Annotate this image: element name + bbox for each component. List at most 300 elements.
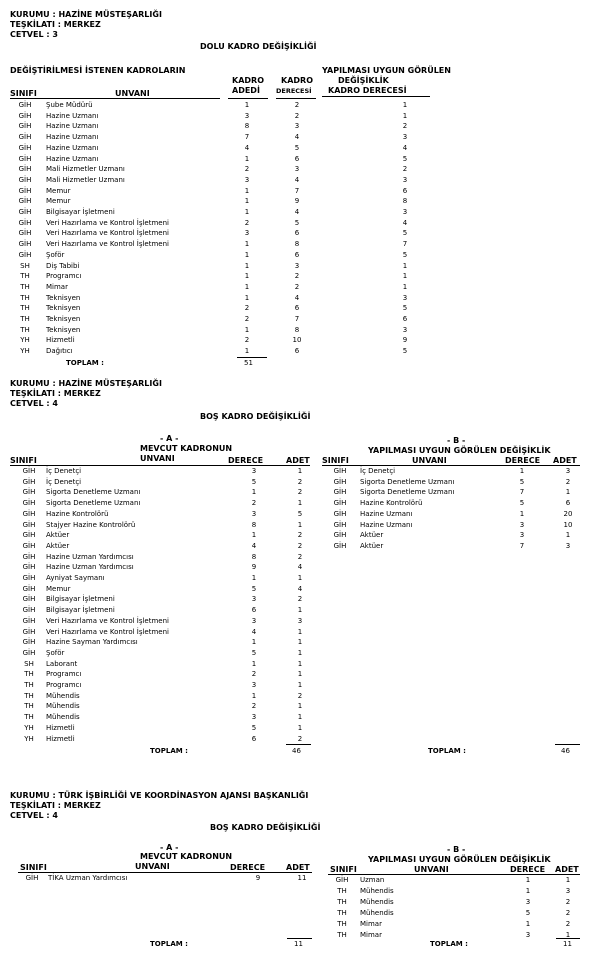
cell-adet: 1 [565,488,571,497]
cell-kadro-adedi: 1 [244,250,250,259]
cell-unvani: Mimar [360,919,382,928]
col-header-adet-b: ADET [555,865,579,874]
cell-kadro-derecesi: 8 [294,325,300,334]
cell-uygun-derece: 5 [402,229,408,238]
cell-adet: 2 [565,897,571,906]
cell-unvani: Hazine Uzmanı [46,143,99,152]
cell-unvani: Aktüer [46,541,70,550]
cell-adet: 5 [297,509,303,518]
cell-adet: 1 [297,648,303,657]
cell-sinifi: GİH [333,467,347,475]
cell-sinifi: TH [24,670,34,679]
col-header-derece-b: DERECE [505,456,541,465]
cell-adet: 11 [297,874,307,882]
cell-adet: 1 [297,467,303,475]
cell-kadro-derecesi: 10 [292,336,302,345]
cell-kadro-derecesi: 9 [294,197,300,206]
cell-unvani: Aktüer [46,531,70,540]
cell-uygun-derece: 3 [402,133,408,142]
cell-sinifi: TH [20,272,30,281]
cell-sinifi: TH [337,930,347,939]
cell-sinifi: GİH [22,638,36,647]
cell-adet: 1 [297,670,303,679]
group-a-label: - A - [160,843,179,852]
cell-unvani: Veri Hazırlama ve Kontrol İşletmeni [46,218,169,227]
cell-unvani: Sigorta Denetleme Uzmanı [360,477,455,486]
cell-adet: 2 [297,477,303,486]
cell-adet: 2 [565,919,571,928]
toplam-a-label: TOPLAM : [150,940,188,948]
cell-kadro-derecesi: 4 [294,133,300,142]
cell-sinifi: GİH [18,250,32,259]
toplam-b-value: 46 [561,747,570,755]
cell-sinifi: GİH [22,584,36,593]
cell-derece: 1 [525,919,531,928]
cell-uygun-derece: 3 [402,293,408,302]
cell-unvani: Hazine Uzmanı [46,154,99,163]
cell-unvani: Bilgisayar İşletmeni [46,595,115,604]
cell-adet: 2 [297,595,303,604]
cell-uygun-derece: 4 [402,143,408,152]
cell-sinifi: GİH [18,165,32,174]
cell-uygun-derece: 3 [402,175,408,184]
cell-kadro-derecesi: 6 [294,347,300,356]
cell-kadro-derecesi: 4 [294,293,300,302]
cell-unvani: Hizmetli [46,734,75,743]
cell-unvani: Hazine Uzmanı [46,111,99,120]
cell-unvani: Veri Hazırlama ve Kontrol İşletmeni [46,229,169,238]
cell-derece: 1 [525,886,531,895]
cell-kadro-derecesi: 6 [294,250,300,259]
cell-uygun-derece: 6 [402,186,408,195]
cell-derece: 3 [251,467,257,475]
cell-kadro-adedi: 1 [244,208,250,216]
cell-unvani: Hazine Kontrolörü [46,509,109,518]
cell-kadro-derecesi: 4 [294,208,300,216]
col-header-sinifi: SINIFI [20,863,47,872]
col-header-derece-2: DERECESİ [276,87,312,95]
cell-unvani: İç Denetçi [46,467,82,475]
cell-unvani: Teknisyen [46,315,81,323]
cell-sinifi: SH [24,659,34,668]
cell-sinifi: GİH [25,874,39,882]
cell-derece: 3 [519,531,525,540]
cell-sinifi: GİH [335,876,349,884]
cell-derece: 3 [251,681,257,689]
cell-uygun-derece: 6 [402,315,408,323]
cell-adet: 1 [565,876,571,884]
cell-unvani: Şoför [46,648,65,657]
cell-kadro-adedi: 2 [244,336,250,345]
cell-adet: 2 [297,552,303,561]
group-a-title: MEVCUT KADRONUN [140,852,233,861]
cell-adet: 2 [297,691,303,700]
cell-uygun-derece: 1 [402,272,408,281]
cell-derece: 5 [251,723,257,732]
section-title: BOŞ KADRO DEĞİŞİKLİĞİ [200,412,311,421]
cell-adet: 3 [297,616,303,625]
cell-unvani: Mali Hizmetler Uzmanı [46,165,125,174]
cell-kadro-derecesi: 7 [294,315,300,323]
cell-adet: 2 [297,734,303,743]
cell-uygun-derece: 8 [402,197,408,206]
cell-unvani: Programcı [46,681,82,689]
cell-adet: 20 [563,509,573,518]
right-group-title-1: YAPILMASI UYGUN GÖRÜLEN [322,66,451,75]
cell-derece: 4 [251,627,257,636]
cell-sinifi: GİH [18,218,32,227]
col-header-unvani-b: UNVANI [414,865,449,874]
cell-unvani: Hazine Uzmanı [46,133,99,142]
cell-derece: 3 [251,713,257,722]
cell-sinifi: GİH [22,552,36,561]
cell-adet: 3 [565,467,571,475]
cell-derece: 5 [525,908,531,917]
cell-adet: 2 [565,908,571,917]
cell-unvani: Diş Tabibi [46,261,80,270]
cell-unvani: Programcı [46,272,82,281]
group-b-label: - B - [447,845,466,854]
cell-kadro-adedi: 3 [244,175,250,184]
cell-uygun-derece: 1 [402,261,408,270]
cell-sinifi: GİH [18,143,32,152]
cell-adet: 2 [297,531,303,540]
cell-sinifi: TH [20,304,30,313]
cell-derece: 3 [251,509,257,518]
cell-sinifi: TH [24,702,34,711]
cell-adet: 2 [297,541,303,550]
col-header-sinifi: SINIFI [10,89,37,98]
cell-unvani: Hazine Uzmanı [46,122,99,131]
cell-adet: 1 [565,531,571,540]
cell-uygun-derece: 3 [402,208,408,216]
cell-unvani: Mühendis [46,713,80,722]
cell-adet: 2 [565,477,571,486]
cell-sinifi: GİH [333,509,347,518]
cell-sinifi: GİH [333,520,347,529]
cell-derece: 1 [251,531,257,540]
cell-unvani: Aktüer [360,541,384,550]
cell-kadro-derecesi: 2 [294,101,300,109]
cell-sinifi: GİH [18,154,32,163]
cell-sinifi: GİH [18,175,32,184]
cell-unvani: İç Denetçi [46,477,82,486]
cell-uygun-derece: 5 [402,347,408,356]
cell-sinifi: TH [20,315,30,323]
cell-sinifi: GİH [18,208,32,216]
cell-sinifi: TH [20,293,30,302]
cell-adet: 1 [297,702,303,711]
cell-kadro-derecesi: 7 [294,186,300,195]
cetvel-label: CETVEL : 4 [10,399,58,408]
cell-adet: 1 [297,606,303,615]
cell-unvani: Teknisyen [46,293,81,302]
cell-unvani: Bilgisayar İşletmeni [46,208,115,216]
cell-adet: 3 [565,541,571,550]
cell-kadro-derecesi: 8 [294,240,300,249]
toplam-a-value: 46 [292,747,301,755]
cell-adet: 1 [297,659,303,668]
kurumu-label: KURUMU : HAZİNE MÜSTEŞARLIĞI [10,10,162,19]
cell-kadro-adedi: 1 [244,272,250,281]
cell-adet: 10 [563,520,573,529]
cell-derece: 1 [251,574,257,582]
cell-unvani: Dağıtıcı [46,347,73,356]
cell-sinifi: TH [337,886,347,895]
cetvel-label: CETVEL : 3 [10,30,58,39]
cell-derece: 1 [251,659,257,668]
cell-unvani: Sigorta Denetleme Uzmanı [46,488,141,497]
cell-derece: 1 [251,691,257,700]
cell-sinifi: GİH [22,488,36,497]
cell-derece: 5 [251,648,257,657]
toplam-label: TOPLAM : [66,359,104,367]
cell-sinifi: GİH [22,531,36,540]
col-header-adet: ADET [286,456,310,465]
cell-kadro-adedi: 1 [244,325,250,334]
cell-sinifi: GİH [333,477,347,486]
cell-kadro-derecesi: 2 [294,272,300,281]
cell-kadro-adedi: 8 [244,122,250,131]
cell-derece: 6 [251,606,257,615]
cell-unvani: Memur [46,197,71,206]
cell-derece: 1 [525,876,531,884]
cell-derece: 6 [251,734,257,743]
cell-sinifi: GİH [333,541,347,550]
cell-derece: 7 [519,541,525,550]
cell-derece: 5 [251,584,257,593]
cell-unvani: Mühendis [360,886,394,895]
cell-uygun-derece: 2 [402,165,408,174]
toplam-b-label: TOPLAM : [430,940,468,948]
group-b-label: - B - [447,436,466,445]
cell-unvani: Laborant [46,659,78,668]
cell-kadro-adedi: 4 [244,143,250,152]
cell-sinifi: GİH [18,122,32,131]
cell-unvani: Mühendis [360,908,394,917]
cell-unvani: Şube Müdürü [46,101,93,109]
cell-unvani: İç Denetçi [360,467,396,475]
cell-unvani: Hazine Kontrolörü [360,499,423,508]
cell-kadro-adedi: 2 [244,165,250,174]
cell-sinifi: TH [24,691,34,700]
cell-uygun-derece: 5 [402,154,408,163]
cell-derece: 1 [251,488,257,497]
cell-sinifi: TH [24,713,34,722]
cell-sinifi: GİH [18,111,32,120]
cell-kadro-adedi: 1 [244,240,250,249]
cell-uygun-derece: 2 [402,122,408,131]
cell-kadro-adedi: 3 [244,111,250,120]
cell-unvani: Mimar [360,930,382,939]
cell-adet: 1 [297,638,303,647]
cell-derece: 9 [251,563,257,572]
cell-derece: 8 [251,520,257,529]
cell-uygun-derece: 1 [402,282,408,291]
cell-kadro-adedi: 1 [244,186,250,195]
cell-sinifi: TH [20,325,30,334]
cell-uygun-derece: 1 [402,101,408,109]
cell-sinifi: GİH [22,627,36,636]
col-header-sinifi: SINIFI [10,456,37,465]
group-b-title: YAPILMASI UYGUN GÖRÜLEN DEĞİŞİKLİK [368,855,551,864]
cell-uygun-derece: 3 [402,325,408,334]
teskilati-label: TEŞKİLATI : MERKEZ [10,389,101,398]
cell-sinifi: GİH [18,133,32,142]
cell-uygun-derece: 9 [402,336,408,345]
cell-sinifi: GİH [333,499,347,508]
toplam-b-value: 11 [563,940,572,948]
cell-unvani: Bilgisayar İşletmeni [46,606,115,615]
cell-unvani: Veri Hazırlama ve Kontrol İşletmeni [46,627,169,636]
col-header-sinifi-b: SINIFI [330,865,357,874]
col-header-derece: DERECE [228,456,264,465]
cell-sinifi: GİH [18,186,32,195]
cell-derece: 4 [251,541,257,550]
cell-derece: 3 [525,897,531,906]
col-header-unvani: UNVANI [135,862,170,871]
cell-kadro-derecesi: 3 [294,261,300,270]
cell-kadro-derecesi: 6 [294,304,300,313]
cell-sinifi: YH [20,336,30,345]
cell-sinifi: GİH [22,509,36,518]
col-header-adet-b: ADET [553,456,577,465]
left-group-title: DEĞİŞTİRİLMESİ İSTENEN KADROLARIN [10,66,186,75]
cell-kadro-adedi: 1 [244,347,250,356]
cell-kadro-derecesi: 3 [294,122,300,131]
cell-adet: 1 [297,713,303,722]
cell-derece: 3 [251,616,257,625]
cell-kadro-adedi: 3 [244,229,250,238]
cell-kadro-adedi: 1 [244,197,250,206]
cell-kadro-derecesi: 6 [294,154,300,163]
cell-sinifi: GİH [22,648,36,657]
cell-adet: 1 [297,574,303,582]
col-header-adet: ADET [286,863,310,872]
cell-sinifi: GİH [22,606,36,615]
cell-derece: 2 [251,702,257,711]
cell-derece: 5 [519,477,525,486]
col-header-adet-1: KADRO [232,76,264,85]
col-header-unvani: UNVANI [115,89,150,98]
cell-sinifi: TH [337,919,347,928]
cell-unvani: Ayniyat Saymanı [46,574,105,582]
cell-unvani: Mali Hizmetler Uzmanı [46,175,125,184]
cell-unvani: Aktüer [360,531,384,540]
col-header-derece-1: KADRO [281,76,313,85]
cell-unvani: Teknisyen [46,304,81,313]
cell-kadro-adedi: 1 [244,282,250,291]
cell-unvani: Sigorta Denetleme Uzmanı [360,488,455,497]
cell-sinifi: GİH [22,520,36,529]
cell-unvani: Hizmetli [46,723,75,732]
col-header-derece: DERECE [230,863,266,872]
group-a-label: - A - [160,434,179,443]
cell-kadro-derecesi: 5 [294,143,300,152]
cell-kadro-derecesi: 6 [294,229,300,238]
group-b-title: YAPILMASI UYGUN GÖRÜLEN DEĞİŞİKLİK [368,446,551,455]
cell-unvani: Hizmetli [46,336,75,345]
cell-adet: 1 [297,681,303,689]
toplam-value: 51 [244,359,253,367]
right-group-title-2: DEĞİŞİKLİK [338,76,389,85]
cell-unvani: Şoför [46,250,65,259]
cell-sinifi: TH [337,908,347,917]
col-header-derece-b: DERECE [510,865,546,874]
cell-kadro-derecesi: 4 [294,175,300,184]
cell-adet: 2 [297,488,303,497]
cell-uygun-derece: 5 [402,304,408,313]
group-a-title: MEVCUT KADRONUN [140,444,233,453]
cell-unvani: Mimar [46,282,68,291]
cell-unvani: Teknisyen [46,325,81,334]
cell-sinifi: GİH [22,477,36,486]
cell-adet: 1 [565,930,571,939]
teskilati-label: TEŞKİLATI : MERKEZ [10,20,101,29]
cell-sinifi: TH [24,681,34,689]
cell-sinifi: GİH [22,499,36,508]
kurumu-label: KURUMU : TÜRK İŞBİRLİĞİ VE KOORDİNASYON AJANSI BAŞKANLIĞI [10,791,309,800]
cell-unvani: Programcı [46,670,82,679]
cell-kadro-adedi: 1 [244,261,250,270]
cell-sinifi: GİH [18,229,32,238]
cetvel-label: CETVEL : 4 [10,811,58,820]
cell-sinifi: GİH [22,541,36,550]
cell-unvani: Hazine Sayman Yardımcısı [46,638,138,647]
cell-sinifi: GİH [22,467,36,475]
section-title: DOLU KADRO DEĞİŞİKLİĞİ [200,42,317,51]
cell-sinifi: YH [24,734,34,743]
right-group-title-3: KADRO DERECESİ [328,86,407,95]
cell-sinifi: YH [24,723,34,732]
cell-kadro-adedi: 1 [244,101,250,109]
cell-sinifi: GİH [22,616,36,625]
cell-sinifi: GİH [18,197,32,206]
cell-derece: 1 [519,509,525,518]
cell-unvani: Veri Hazırlama ve Kontrol İşletmeni [46,616,169,625]
col-header-adet-2: ADEDİ [232,86,260,95]
cell-uygun-derece: 1 [402,111,408,120]
kurumu-label: KURUMU : HAZİNE MÜSTEŞARLIĞI [10,379,162,388]
cell-adet: 4 [297,563,303,572]
cell-sinifi: GİH [22,574,36,582]
col-header-unvani-b: UNVANI [412,456,447,465]
cell-kadro-adedi: 1 [244,293,250,302]
cell-unvani: Sigorta Denetleme Uzmanı [46,499,141,508]
cell-sinifi: GİH [333,488,347,497]
cell-unvani: Mühendis [46,702,80,711]
toplam-a-value: 11 [294,940,303,948]
cell-derece: 3 [251,595,257,604]
cell-sinifi: GİH [18,101,32,109]
cell-uygun-derece: 4 [402,218,408,227]
cell-kadro-adedi: 1 [244,154,250,163]
cell-unvani: Hazine Uzmanı [360,520,413,529]
cell-unvani: Memur [46,584,71,593]
cell-unvani: Hazine Uzman Yardımcısı [46,552,134,561]
cell-kadro-derecesi: 2 [294,111,300,120]
cell-sinifi: SH [20,261,30,270]
cell-adet: 4 [297,584,303,593]
cell-kadro-adedi: 7 [244,133,250,142]
cell-derece: 3 [525,930,531,939]
cell-unvani: Mühendis [360,897,394,906]
cell-adet: 1 [297,723,303,732]
cell-derece: 5 [251,477,257,486]
toplam-b-label: TOPLAM : [428,747,466,755]
cell-kadro-derecesi: 3 [294,165,300,174]
cell-derece: 2 [251,670,257,679]
